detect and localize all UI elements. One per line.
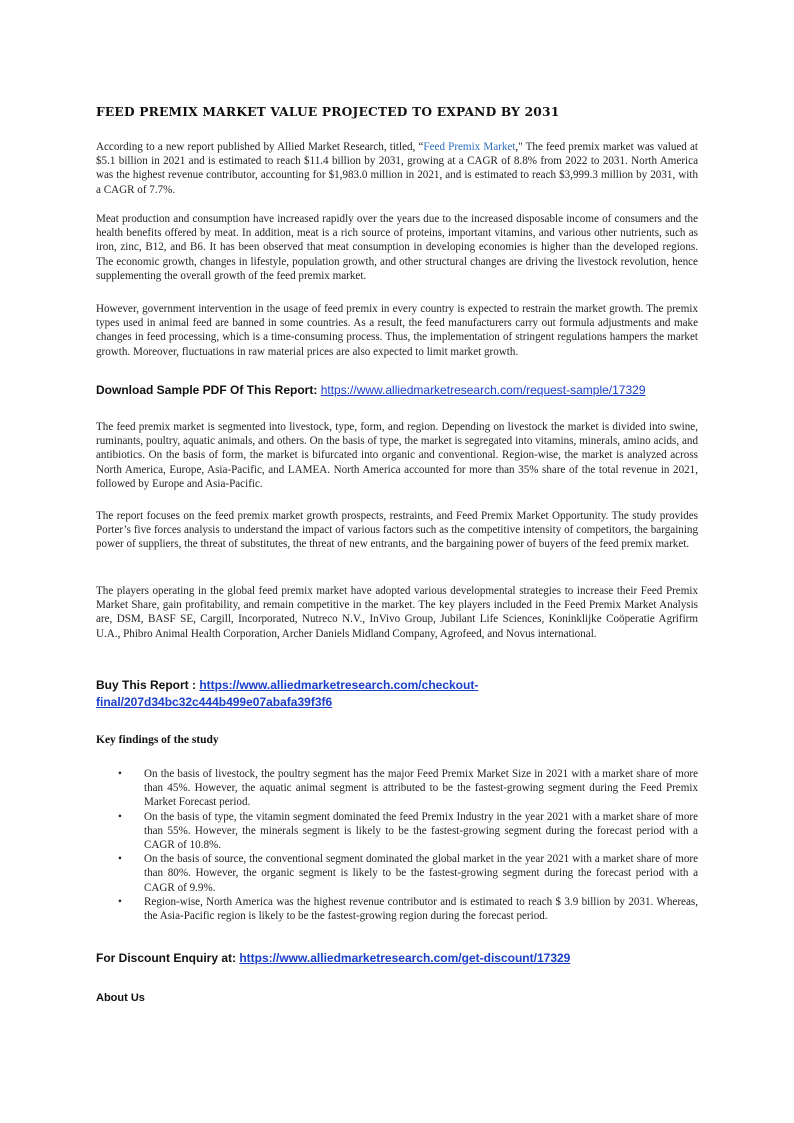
discount-label: For Discount Enquiry at:	[96, 951, 240, 965]
list-item	[96, 767, 698, 810]
feed-premix-market-link[interactable]: Feed Premix Market	[423, 141, 516, 153]
paragraph-government-text: However, government intervention in the usage of feed premix in every country is expected to restrain the market growth. The premix types used in animal feed are banned in some countries. As a result, the feed manufacturers carry out formula adjustments and make changes in feed processing, which is a time-consuming process. Thus, the implementation of stringent regulations hampers the market growth. Moreover, fluctuations in raw material prices are also expected to limit market growth.	[96, 303, 698, 358]
buy-report-link-line1[interactable]: https://www.alliedmarketresearch.com/checkout-	[199, 678, 479, 692]
list-item	[96, 852, 698, 895]
paragraph-players-text: The players operating in the global feed premix market have adopted various developmental strategies to increase their Feed Premix Market Share, gain profitability, and remain competitive in the market. The key players included in the Feed Premix Market Analysis are, DSM, BASF SE, Cargill, Incorporated, Nutreco N.V., InVivo Group, Jubilant Life Sciences, Koninklijke Coöperatie Agrifirm U.A., Phibro Animal Health Corporation, Archer Daniels Midland Company, Agrofeed, and Novus international.	[96, 585, 698, 640]
paragraph-players	[96, 584, 698, 641]
paragraph-meat-production-text: Meat production and consumption have increased rapidly over the years due to the increased disposable income of consumers and the health benefits offered by meat. In addition, meat is a rich source of proteins, important vitamins, and various other nutrients, such as iron, zinc, B12, and B6. It has been observed that meat consumption in developing economies is higher than the developed regions. The economic growth, changes in lifestyle, population growth, and other structural changes are driving the livestock revolution, hence supplementing the overall growth of the feed premix market.	[96, 213, 698, 282]
paragraph-intro	[96, 140, 698, 197]
paragraph-government	[96, 302, 698, 359]
list-item	[96, 810, 698, 853]
bullet-icon: •	[118, 810, 122, 823]
discount-enquiry-line	[96, 950, 716, 967]
paragraph-segmentation	[96, 420, 698, 491]
finding-text: Region-wise, North America was the highest revenue contributor and is estimated to reach $ 3.9 billion by 2031. Whereas, the Asia-Pacific region is likely to be the fastest-growing region during the forecast period.	[144, 895, 698, 923]
page-title: FEED PREMIX MARKET VALUE PROJECTED TO EXPAND BY 2031	[96, 104, 560, 119]
buy-report-link-line2[interactable]: final/207d34bc32c444b499e07abafa39f3f6	[96, 695, 333, 709]
about-us-heading: About Us	[96, 992, 145, 1004]
finding-text: On the basis of type, the vitamin segment dominated the feed Premix Industry in the year 2021 with a market share of more than 55%. However, the minerals segment is likely to be the fastest-growing segment during the forecast period with a CAGR of 10.8%.	[144, 810, 698, 852]
bullet-icon: •	[118, 853, 122, 866]
sample-pdf-label: Download Sample PDF Of This Report:	[96, 383, 321, 397]
sample-pdf-line	[96, 382, 716, 399]
buy-report-line	[96, 677, 716, 711]
paragraph-segmentation-text: The feed premix market is segmented into livestock, type, form, and region. Depending on livestock the market is divided into swine, ruminants, poultry, aquatic animals, and others. On the basis of type, the market is segregated into vitamins, minerals, amino acids, and antibiotics. On the basis of form, the market is bifurcated into organic and conventional. Region-wise, the market is analyzed across North America, Europe, Asia-Pacific, and LAMEA. North America accounted for more than 35% share of the total revenue in 2021, followed by Europe and Asia-Pacific.	[96, 421, 698, 490]
paragraph-meat-production	[96, 212, 698, 283]
intro-text-after: ," The feed premix market was valued at $5.1 billion in 2021 and is estimated to reach $11.4 billion by 2031, growing at a CAGR of 8.8% from 2022 to 2031. North America was the highest revenue contributor, accounting for $1,983.0 million in 2021, and is estimated to reach $3,999.3 million by 2031, with a CAGR of 7.7%.	[96, 141, 698, 196]
finding-text: On the basis of livestock, the poultry segment has the major Feed Premix Market Size in 2021 with a market share of more than 45%. However, the aquatic animal segment is attributed to be the fastest-growing segment during the Feed Premix Market Forecast period.	[144, 768, 698, 809]
intro-text-before: According to a new report published by Allied Market Research, titled, “	[96, 141, 424, 153]
sample-pdf-link[interactable]: https://www.alliedmarketresearch.com/request-sample/17329	[320, 383, 646, 397]
key-findings-heading: Key findings of the study	[96, 734, 219, 746]
paragraph-report-focus-text: The report focuses on the feed premix market growth prospects, restraints, and Feed Premix Market Opportunity. The study provides Porter’s five forces analysis to understand the impact of various factors such as the competitive intensity of competitors, the bargaining power of suppliers, the threat of substitutes, the threat of new entrants, and the bargaining power of buyers of the feed premix market.	[96, 510, 698, 551]
bullet-icon: •	[118, 895, 122, 908]
list-item	[96, 895, 698, 923]
key-findings-list	[96, 767, 698, 923]
finding-text: On the basis of source, the conventional segment dominated the global market in the year 2021 with a market share of more than 80%. However, the organic segment is likely to be the fastest-growing segment during the forecast period with a CAGR of 9.9%.	[144, 853, 698, 894]
paragraph-report-focus	[96, 509, 698, 552]
buy-report-label: Buy This Report :	[96, 678, 200, 692]
bullet-icon: •	[118, 768, 122, 780]
discount-link[interactable]: https://www.alliedmarketresearch.com/get-discount/17329	[239, 951, 571, 965]
